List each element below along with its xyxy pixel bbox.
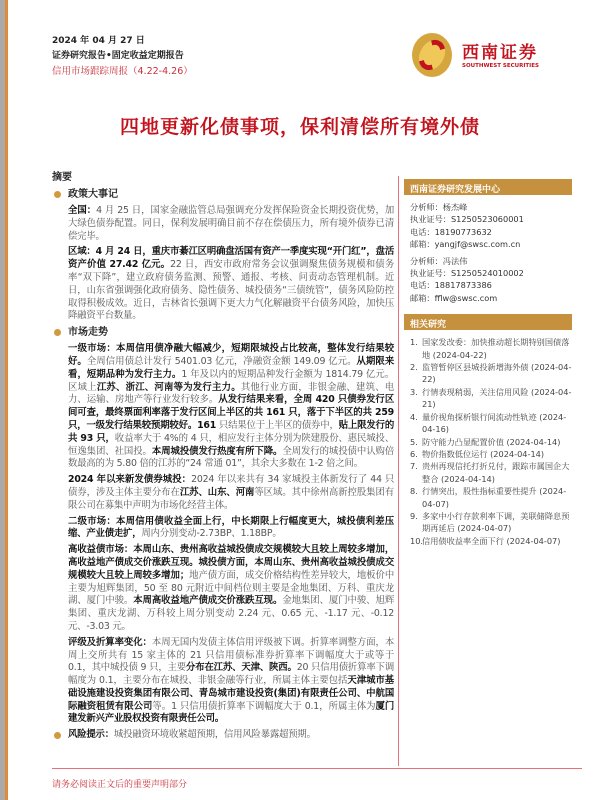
analyst-info xyxy=(404,201,572,304)
company-logo xyxy=(410,30,550,82)
bold-text: 分布在江苏、天津、陕西。 xyxy=(186,662,297,674)
bold-text: 一级市场：本周信用债净融大幅减少，短期限城投占比较高，整体发行结果较好。 xyxy=(68,343,394,367)
paragraph xyxy=(52,637,394,727)
bullet-icon xyxy=(54,329,61,336)
related-research-header: 相关研究 xyxy=(404,314,572,330)
section-heading-text: 市场走势 xyxy=(68,327,108,339)
paragraph xyxy=(52,516,394,542)
footer-divider xyxy=(52,768,582,769)
report-header xyxy=(52,34,193,79)
text: 1 年及以内的短期品种发行金额为 1814.79 亿元。区域上 xyxy=(68,368,394,393)
item-title[interactable]: 贵州再现信托打折兑付，跟踪市属国企大整合 (2024-04-14) xyxy=(422,461,570,484)
related-research-item[interactable] xyxy=(410,436,572,448)
paragraph xyxy=(52,474,394,512)
logo-emblem-icon xyxy=(412,33,452,77)
item-number: 6. xyxy=(410,448,418,459)
analyst-phone: 电话：18190773632 xyxy=(410,226,492,237)
paragraph xyxy=(52,246,394,323)
item-title[interactable]: 防守能力凸显配置价值 (2024-04-14) xyxy=(422,436,561,447)
bold-text: 贴上限发行的共 93 只， xyxy=(68,419,395,444)
related-research-item[interactable] xyxy=(410,535,572,547)
bold-text: 二级市场：本周信用债收益全面上行，中长期限上行幅度更大，城投债利差压缩、产业债走扩， xyxy=(68,515,394,540)
bold-text: 全国： xyxy=(68,205,97,216)
text: 22 日，西安市政府常务会议强调聚焦债务规模和债务率“双下降”，建立政府债务监测、预警、通报、考核、问责动态管理机制。近日，山东省强调强化政府债务、隐性债务、城投债务“三债统管”，债务风险防控取得积极成效。近日，吉林省长强调下更大力气化解融资平台债务风险，加快压降融资平台数量。 xyxy=(68,259,394,322)
text: 其他行业方面，非银金融、建筑、电力、运输、房地产等行业发行较多。 xyxy=(68,381,394,406)
item-number: 8. xyxy=(410,486,418,497)
related-research-list xyxy=(404,336,572,547)
related-research-item[interactable] xyxy=(410,460,572,485)
item-title[interactable]: 物价指数低位运行 (2024-04-14) xyxy=(422,448,545,459)
bold-text: 本周城投债发行热度有所下降。 xyxy=(151,445,283,457)
related-research-item[interactable] xyxy=(410,448,572,460)
analyst-name: 分析师：冯法伟 xyxy=(410,255,468,266)
bold-text: 江苏、山东、河南 xyxy=(179,486,255,498)
text: 等。1 只信用债折算率下调幅度大于 0.1，所属主体为 xyxy=(152,700,376,712)
report-title: 四地更新化债事项，保利清偿所有境外债 xyxy=(119,116,480,138)
text: 金地集团、厦门中骏、旭辉集团、重庆龙湖、万科较上周分别变动 2.24 元、0.65 元、-1.17 元、-0.12 元、-3.03 元。 xyxy=(68,595,394,632)
bold-text: 本周高收益地产债成交价涨跌互现。 xyxy=(133,595,283,607)
report-category: 证券研究报告•固定收益定期报告 xyxy=(52,51,184,61)
item-number: 5. xyxy=(410,436,418,447)
bold-text: 评级及折算率变化： xyxy=(68,636,152,648)
analyst-license: 执业证号：S1250523060001 xyxy=(410,214,524,225)
text: 20 只信用债折算率下调幅度为 0.1，主要分布在城投、非银金融等行业，所属主体主要包括 xyxy=(68,662,394,687)
item-title[interactable]: 行情突出，股性指标重要性提升 (2024-04-07) xyxy=(422,486,567,509)
bold-text: 厦门建发新兴产业股权投资有限责任公司。 xyxy=(68,700,395,725)
abstract-column xyxy=(52,168,394,742)
paragraph xyxy=(52,544,394,634)
analyst-phone: 电话：18817873386 xyxy=(410,280,492,291)
bold-text: 高收益债市场：本周山东、贵州高收益城投债成交规模较大且较上周较多增加，高收益地产债成交价涨跌互现。城投债方面，本周山东、贵州高收益城投债成交规模较大且较上周较多增加； xyxy=(68,544,394,581)
item-title[interactable]: 监管暂停区县城投新增海外债 (2024-04-22) xyxy=(422,362,572,385)
analyst-email[interactable]: 邮箱：yangjf@swsc.com.cn xyxy=(410,239,521,250)
item-number: 2. xyxy=(410,362,418,373)
report-date: 2024 年 04 月 27 日 xyxy=(52,36,145,46)
item-title[interactable]: 量价视角探析银行间流动性轨迹 (2024-04-16) xyxy=(422,411,567,435)
related-research-item[interactable] xyxy=(410,411,572,436)
sidebar xyxy=(404,179,572,547)
footer-disclaimer: 请务必阅读正文后的重要声明部分 xyxy=(52,780,188,790)
risk-text: 城投融资环境收紧超预期，信用风险暴露超预期。 xyxy=(113,729,316,741)
research-center-header: 西南证券研究发展中心 xyxy=(404,179,572,195)
paragraph xyxy=(52,205,394,243)
text: 只结果位于上半区的债券中， xyxy=(216,419,339,431)
paragraph xyxy=(52,343,394,471)
bold-text: 2024 年以来新发债券城投： xyxy=(68,474,192,486)
item-title[interactable]: 国家发改委：加快推动超长期特别国债落地 (2024-04-22) xyxy=(422,337,570,360)
item-number: 4. xyxy=(410,411,418,422)
logo-cn: 西南证券 xyxy=(462,43,538,63)
bold-text: 天津城市基础设施建设投资集团有限公司、青岛城市建设投资(集团)有限责任公司、中航国际融资租赁有限公司 xyxy=(68,675,394,712)
bold-text: 从发行结果来看，全周 420 只债券发行区间可查，最终票面利率落于发行区间上半区的共 161 只，落于下半区的共 259 只，一级发行结果较预期较好。161 xyxy=(68,394,394,431)
text: 本周无国内发债主体信用评级被下调。折算率调整方面，本周上交所共有 15 家主体的 21 只信用债标准券折算率下调幅度大于或等于 0.1，其中城投债 9 只，主要 xyxy=(68,636,395,674)
abstract-label: 摘要 xyxy=(52,172,72,183)
section-heading xyxy=(52,188,394,201)
item-number: 10. xyxy=(410,535,424,546)
bold-text: 从期限来看，短期品种为发行主力。 xyxy=(68,355,394,380)
logo-en: SOUTHWEST SECURITIES xyxy=(462,63,539,69)
text: 2024 年以来共有 34 家城投主体新发行了 44 只债券，涉及主体主要分布在 xyxy=(68,474,394,498)
bullet-icon xyxy=(54,732,61,739)
text: 收益率大于 4%的 4 只，相应发行主体分别为陕建股份、惠民城投、恒逸集团、社国投。 xyxy=(68,432,394,457)
item-number: 7. xyxy=(410,461,418,472)
item-number: 9. xyxy=(410,510,418,521)
item-title[interactable]: 信用债收益率全面下行 (2024-04-07) xyxy=(422,535,561,546)
text: 地产债方面，成交价格结构性差异较大，地板价中主要为旭辉集团，50 至 80 元附近中间档位则主要是金地集团、万科、重庆龙湖、厦门中骏。 xyxy=(68,569,394,607)
text: 4 月 25 日，国家金融监管总局强调充分发挥保险资金长期投资优势，加大绿色债券配置。同日，保利发展明确目前不存在偿债压力，所有境外债券已清偿完毕。 xyxy=(68,205,394,242)
bold-text: 区域：4 月 24 日，重庆市綦江区明确盘活国有资产一季度实现“开门红”，盘活资产价值 27.42 亿元。 xyxy=(68,246,394,271)
risk-label: 风险提示： xyxy=(68,729,114,741)
related-research-item[interactable] xyxy=(410,485,572,510)
item-title[interactable]: 多家中小行存款利率下调，美联储降息预期再延后 (2024-04-07) xyxy=(422,510,570,534)
analyst-name: 分析师：杨杰峰 xyxy=(410,202,468,212)
item-title[interactable]: 行情表现稍弱，关注信用风险 (2024-04-21) xyxy=(422,386,572,410)
related-research-item[interactable] xyxy=(410,336,572,361)
related-research-item[interactable] xyxy=(410,386,572,411)
report-series: 信用市场跟踪周报（4.22-4.26） xyxy=(52,66,193,77)
risk-warning xyxy=(52,729,394,742)
item-number: 1. xyxy=(410,337,418,348)
text: 全周发行的城投债中认购倍数最高的为 5.80 倍的江苏的“24 常通 01”，其余大多数在 1-2 倍之间。 xyxy=(68,445,395,470)
column-divider xyxy=(398,176,399,766)
text: 周内分别变动-2.73BP、1.18BP。 xyxy=(141,528,282,540)
section-heading xyxy=(52,326,394,339)
related-research-item[interactable] xyxy=(410,510,572,535)
related-research-item[interactable] xyxy=(410,361,572,386)
analyst-license: 执业证号：S1250524010002 xyxy=(410,268,524,279)
text: 全周信用债总计发行 5401.03 亿元，净融资金额 149.09 亿元。 xyxy=(86,355,357,367)
bullet-icon xyxy=(54,191,61,198)
analyst-email[interactable]: 邮箱：fflw@swsc.com xyxy=(410,292,498,303)
bold-text: 江苏、浙江、河南等为发行主力。 xyxy=(96,381,241,393)
section-heading-text: 政策大事记 xyxy=(68,189,118,200)
item-number: 3. xyxy=(410,386,418,397)
text: 等区域。其中徐州高新控股集团有限公司在募集中声明为市场化经营主体。 xyxy=(68,486,394,511)
